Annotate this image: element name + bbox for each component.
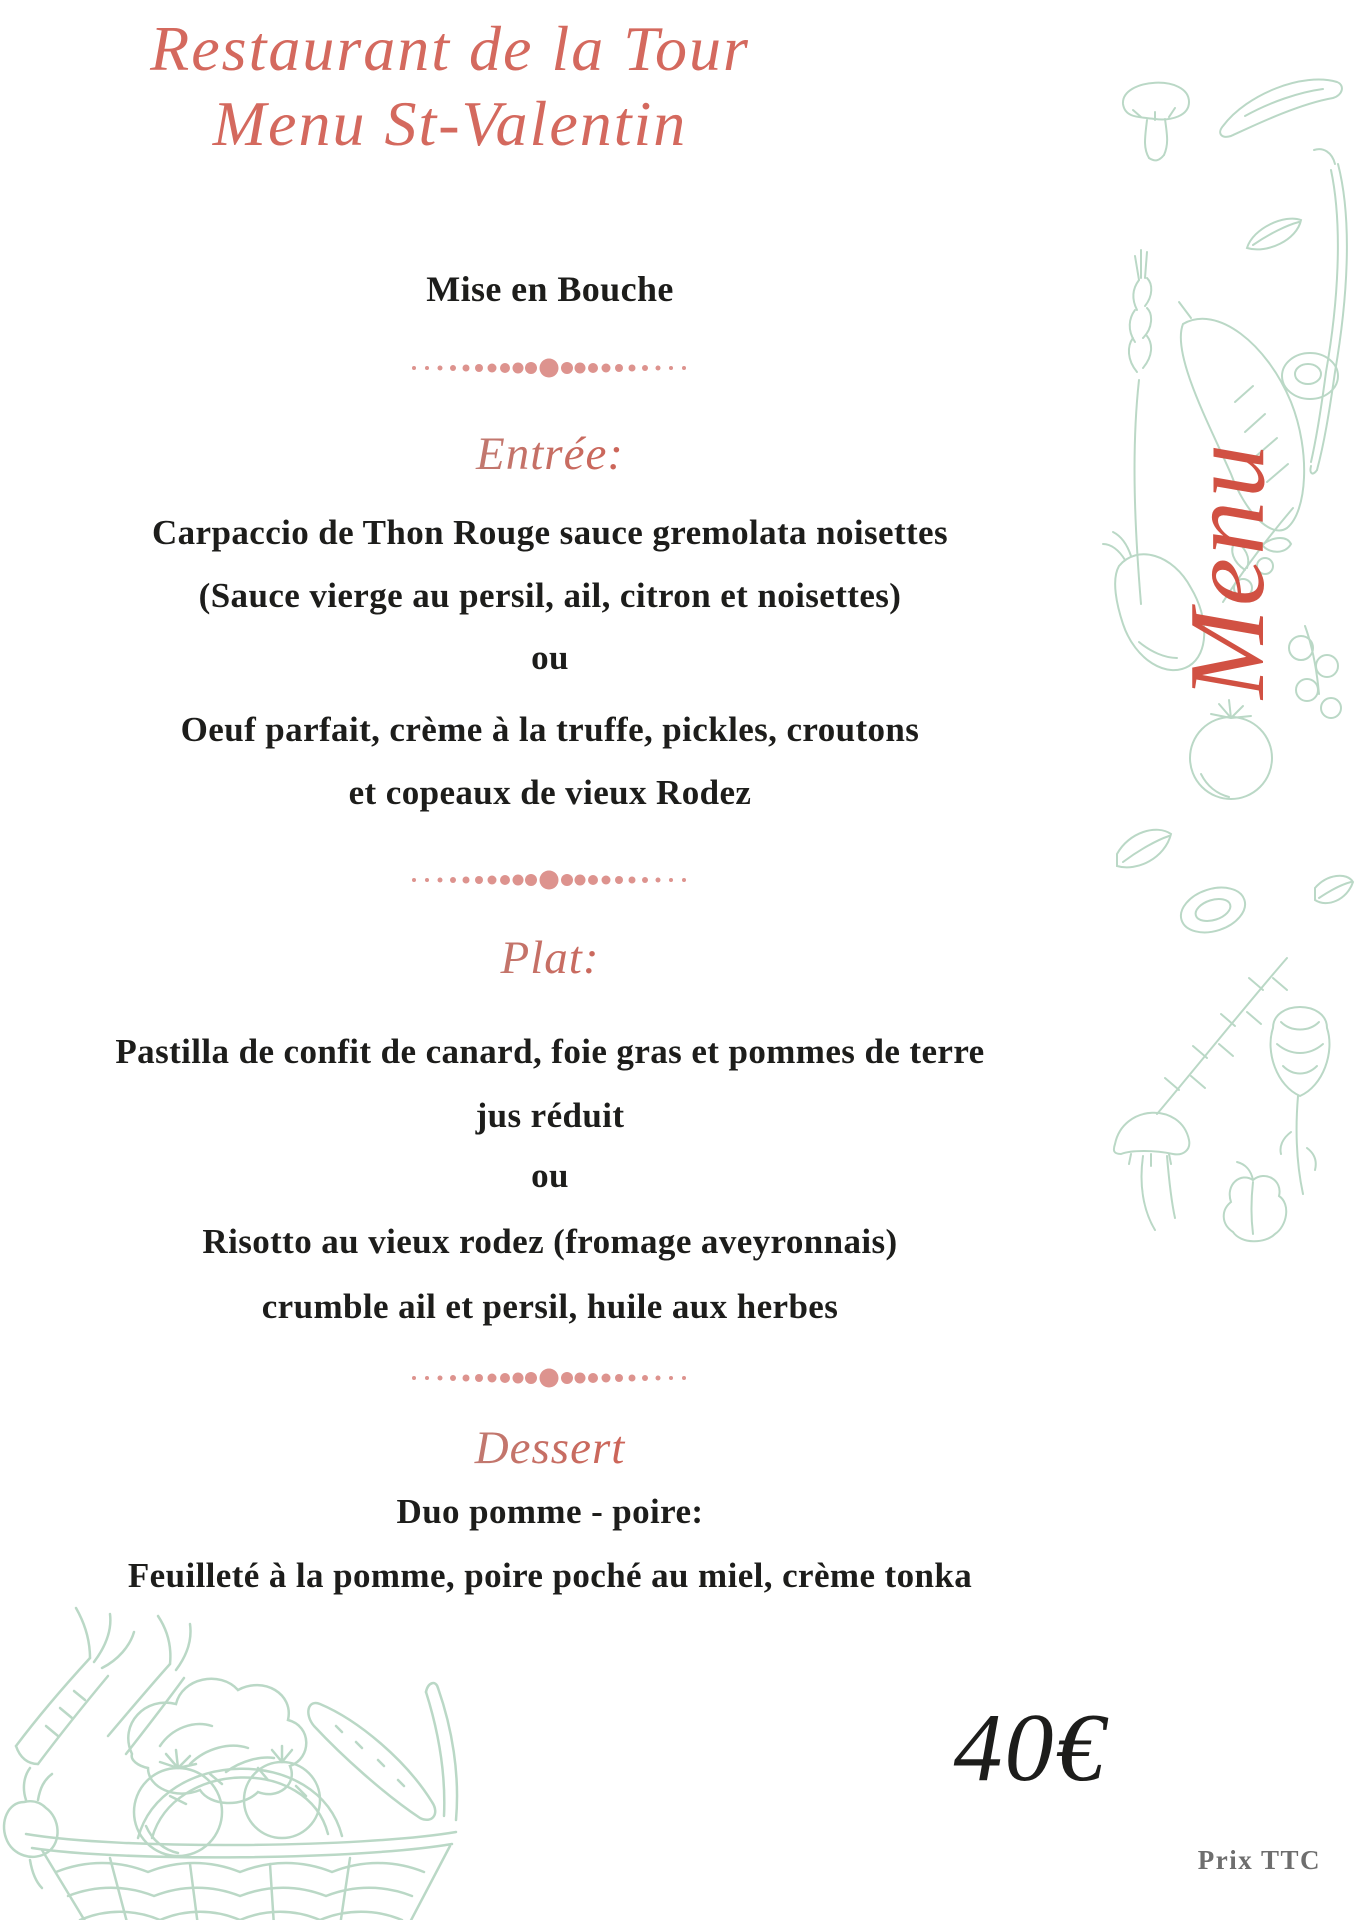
mushroom-side-sketch xyxy=(1114,1113,1189,1230)
basket-weave-sketch xyxy=(26,1768,456,1920)
dots-divider xyxy=(408,356,692,380)
dessert-heading: Dessert xyxy=(0,1418,1100,1478)
entree-dish1-line2: (Sauce vierge au persil, ail, citron et noisettes) xyxy=(198,576,902,615)
plat-heading: Plat: xyxy=(0,928,1100,988)
dessert-line2: Feuilleté à la pomme, poire poché au miel, crème tonka xyxy=(127,1556,973,1595)
menu-price: 40€ xyxy=(953,1694,1107,1802)
bell-pepper-sketch xyxy=(1224,1162,1287,1241)
basket-cucumber-sketch xyxy=(308,1683,457,1820)
entree-dish2-line1: Oeuf parfait, crème à la truffe, pickles, croutons xyxy=(180,710,920,749)
plat-dish2-line2: crumble ail et persil, huile aux herbes xyxy=(261,1287,839,1326)
side-menu-script-label: Menu xyxy=(1168,441,1287,699)
cucumber-sketch xyxy=(1220,80,1342,137)
menu-subtitle: Menu St-Valentin xyxy=(212,88,688,159)
dessert-line1: Duo pomme - poire: xyxy=(396,1492,704,1531)
basket-tomato-sketch xyxy=(134,1746,320,1856)
price-ttc-note: Prix TTC xyxy=(1197,1845,1321,1875)
amuse-bouche-label: Mise en Bouche xyxy=(426,269,674,309)
restaurant-name: Restaurant de la Tour xyxy=(150,13,750,84)
radish-sketch xyxy=(4,1768,58,1888)
entree-dish2-line2: et copeaux de vieux Rodez xyxy=(348,773,752,812)
dots-divider xyxy=(408,1366,692,1390)
leaf-right-sketch xyxy=(1315,876,1353,903)
mushroom-sketch xyxy=(1123,83,1189,161)
spinach-leaf-sketch xyxy=(1117,830,1171,868)
leaf-sketch xyxy=(1247,219,1301,250)
chili-sketch xyxy=(1310,149,1346,473)
almond-sketch xyxy=(1175,880,1251,940)
dots-divider xyxy=(408,868,692,892)
restaurant-title xyxy=(30,10,870,160)
plat-dish1-line1: Pastilla de confit de canard, foie gras et pommes de terre xyxy=(115,1032,985,1071)
plat-dish2-line1: Risotto au vieux rodez (fromage aveyronnais) xyxy=(202,1222,898,1261)
plat-or-separator: ou xyxy=(531,1156,569,1195)
entree-heading: Entrée: xyxy=(0,424,1100,484)
entree-dish1-line1: Carpaccio de Thon Rouge sauce gremolata noisettes xyxy=(151,513,949,552)
rosemary-sketch xyxy=(1157,958,1287,1114)
plat-dish1-line2: jus réduit xyxy=(475,1096,625,1135)
artichoke-sketch xyxy=(1271,1007,1330,1194)
entree-or-separator: ou xyxy=(531,638,569,677)
vegetable-basket-sketch xyxy=(0,1596,495,1920)
